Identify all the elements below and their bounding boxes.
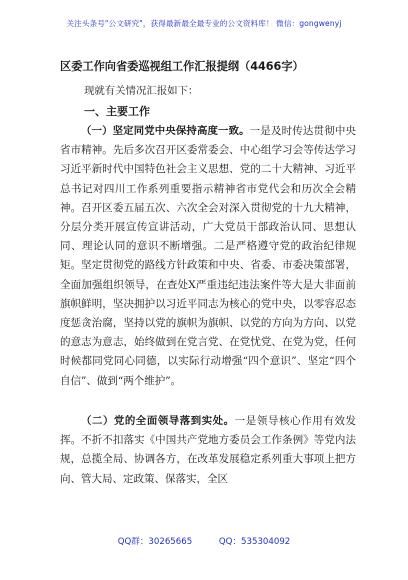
paragraph-lead-heading: （一）坚定同党中央保持高度一致。 (81, 125, 250, 137)
footer-qq-group: QQ群：30265665 (117, 537, 193, 547)
intro-line: 现就有关情况汇报如下： (84, 85, 199, 97)
header-promo-banner: 关注头条号"公文研究"，获得最新最全最专业的公文资料库！ 微信：gongwenyj (66, 19, 342, 28)
paragraph-body: 一是及时传达贯彻中央省市精神。先后多次召开区委常委会、中心组学习会等传达学习习近平新时代中国特色社会主义思想、党的二十大精神、习近平总书记对四川工作系列重要指示精神省市党代会和历次全会精神。召开区委五届五次、六次全会对深入贯彻党的十九大精神，分层分类开展宣传宣讲活动，广大党员干部政治认同、思想认同、理论认同的意识不断增强。二是严格遵守党的政治纪律规矩。坚定贯彻党的路线方针政策和中央、省委、市委决策部署，全面加强组织领导，在查处X严重违纪违法案件等大是大非面前旗帜鲜明，坚决拥护以习近平同志为核心的党中央，以零容忍态度惩贪治腐，坚持以党的旗帜为旗帜、以党的方向为方向、以党的意志为意志，始终做到在党言党、在党忧党、在党为党，任何时候都同党同心同德，以实际行动增强“四个意识”、坚定“四个自信”、做到“两个维护”。 (60, 125, 357, 387)
footer-qq-number: QQ：535304092 (218, 537, 291, 547)
paragraph-body: 一是领导核心作用有效发挥。不折不扣落实《中国共产党地方委员会工作条例》等党内法规，总揽全局、协调各方，在改革发展稳定系列重大事项上把方向、管大局、定政策、保落实，全区 (60, 415, 357, 485)
section-heading-main-work: 一、主要工作 (84, 105, 150, 118)
paragraph-lead-heading: （二）党的全面领导落到实处。 (81, 415, 235, 427)
paragraph-political-alignment (60, 122, 356, 391)
document-title: 区委工作向省委巡视组工作汇报提纲（4466字） (60, 60, 304, 73)
paragraph-party-leadership (60, 412, 356, 489)
footer-contacts (0, 535, 408, 547)
